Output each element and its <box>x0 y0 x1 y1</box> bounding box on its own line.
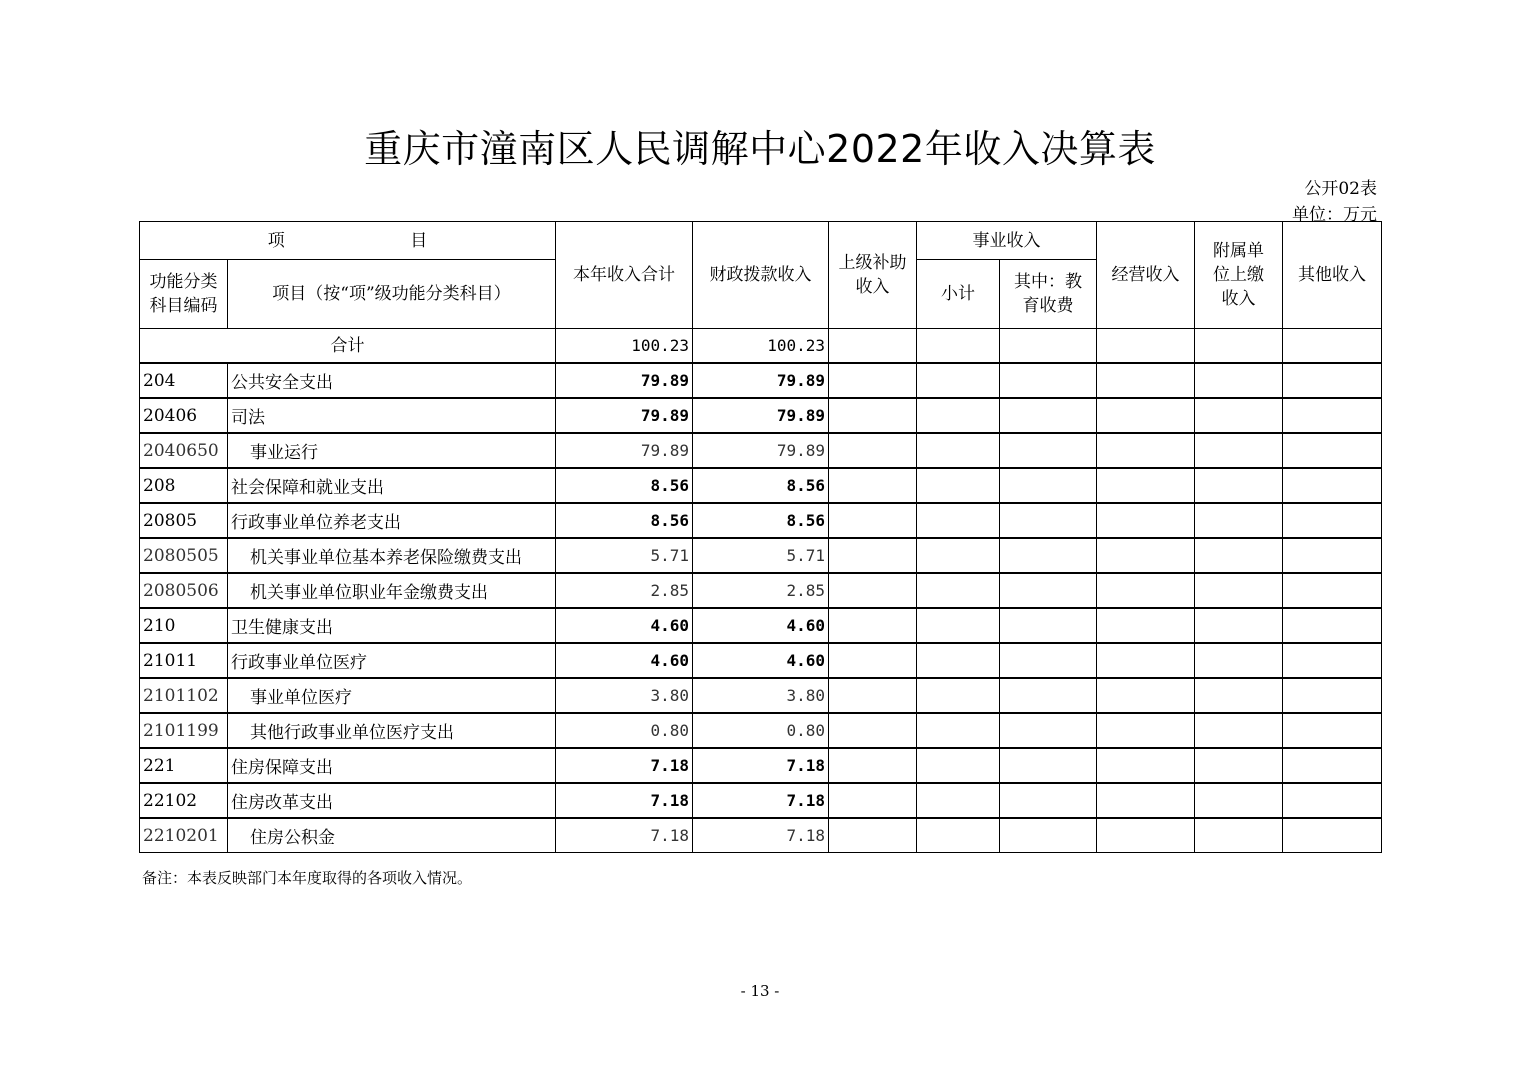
header-item-name: 项目（按“项”级功能分类科目） <box>228 260 556 329</box>
row-name: 机关事业单位基本养老保险缴费支出 <box>228 538 556 573</box>
row-name: 行政事业单位医疗 <box>228 643 556 678</box>
row-fiscal: 7.18 <box>693 818 829 853</box>
empty-cell <box>917 363 1000 398</box>
empty-cell <box>1097 678 1195 713</box>
empty-cell <box>1097 573 1195 608</box>
row-code: 2080506 <box>140 573 228 608</box>
form-code: 公开02表 <box>1304 179 1377 199</box>
empty-cell <box>917 713 1000 748</box>
empty-cell <box>1000 783 1097 818</box>
empty-cell <box>1000 329 1097 364</box>
row-fiscal: 79.89 <box>693 433 829 468</box>
table-row <box>140 643 1382 678</box>
row-name: 司法 <box>228 398 556 433</box>
header-education-fee: 其中：教育收费 <box>1000 260 1097 329</box>
empty-cell <box>829 398 917 433</box>
row-total-income: 79.89 <box>556 398 693 433</box>
row-total-income: 7.18 <box>556 818 693 853</box>
empty-cell <box>1195 608 1283 643</box>
row-code: 20406 <box>140 398 228 433</box>
empty-cell <box>1195 468 1283 503</box>
empty-cell <box>1195 818 1283 853</box>
header-fiscal: 财政拨款收入 <box>693 222 829 329</box>
row-code: 2101199 <box>140 713 228 748</box>
empty-cell <box>829 643 917 678</box>
empty-cell <box>1195 363 1283 398</box>
empty-cell <box>1097 433 1195 468</box>
empty-cell <box>1195 329 1283 364</box>
row-total-income: 8.56 <box>556 503 693 538</box>
empty-cell <box>1097 363 1195 398</box>
header-func-code: 功能分类科目编码 <box>140 260 228 329</box>
empty-cell <box>1283 608 1382 643</box>
table-row <box>140 503 1382 538</box>
total-income-value: 100.23 <box>556 329 693 364</box>
row-total-income: 79.89 <box>556 363 693 398</box>
row-fiscal: 8.56 <box>693 503 829 538</box>
empty-cell <box>1097 468 1195 503</box>
row-code: 208 <box>140 468 228 503</box>
row-total-income: 5.71 <box>556 538 693 573</box>
row-code: 2210201 <box>140 818 228 853</box>
empty-cell <box>1283 818 1382 853</box>
table-row <box>140 783 1382 818</box>
empty-cell <box>1283 329 1382 364</box>
empty-cell <box>1000 573 1097 608</box>
empty-cell <box>1283 398 1382 433</box>
row-fiscal: 8.56 <box>693 468 829 503</box>
row-code: 210 <box>140 608 228 643</box>
empty-cell <box>1195 713 1283 748</box>
empty-cell <box>917 608 1000 643</box>
table-row <box>140 713 1382 748</box>
empty-cell <box>1283 573 1382 608</box>
total-fiscal-value: 100.23 <box>693 329 829 364</box>
row-total-income: 4.60 <box>556 608 693 643</box>
empty-cell <box>917 643 1000 678</box>
empty-cell <box>1000 538 1097 573</box>
total-row <box>140 329 1382 364</box>
empty-cell <box>829 468 917 503</box>
empty-cell <box>917 573 1000 608</box>
empty-cell <box>829 748 917 783</box>
empty-cell <box>829 818 917 853</box>
row-name: 公共安全支出 <box>228 363 556 398</box>
table-row <box>140 573 1382 608</box>
empty-cell <box>917 433 1000 468</box>
empty-cell <box>1283 643 1382 678</box>
empty-cell <box>829 538 917 573</box>
empty-cell <box>1000 363 1097 398</box>
empty-cell <box>1195 678 1283 713</box>
row-fiscal: 4.60 <box>693 608 829 643</box>
income-table <box>139 221 1382 853</box>
row-name: 住房改革支出 <box>228 783 556 818</box>
unit-label: 单位：万元 <box>1292 205 1377 225</box>
empty-cell <box>1000 678 1097 713</box>
header-other: 其他收入 <box>1283 222 1382 329</box>
total-label: 合计 <box>140 329 556 364</box>
empty-cell <box>1195 433 1283 468</box>
header-operating: 经营收入 <box>1097 222 1195 329</box>
empty-cell <box>1097 329 1195 364</box>
header-business-income: 事业收入 <box>917 222 1097 260</box>
empty-cell <box>829 433 917 468</box>
header-subtotal: 小计 <box>917 260 1000 329</box>
empty-cell <box>1195 573 1283 608</box>
row-name: 住房保障支出 <box>228 748 556 783</box>
empty-cell <box>1195 398 1283 433</box>
table-row <box>140 818 1382 853</box>
row-total-income: 7.18 <box>556 783 693 818</box>
empty-cell <box>917 468 1000 503</box>
empty-cell <box>1283 468 1382 503</box>
empty-cell <box>1097 398 1195 433</box>
row-code: 2080505 <box>140 538 228 573</box>
empty-cell <box>1000 433 1097 468</box>
empty-cell <box>917 503 1000 538</box>
empty-cell <box>1000 818 1097 853</box>
row-fiscal: 79.89 <box>693 398 829 433</box>
empty-cell <box>1000 503 1097 538</box>
page-number: - 13 - <box>740 982 780 1000</box>
header-affiliated: 附属单位上缴收入 <box>1195 222 1283 329</box>
row-name: 事业运行 <box>228 433 556 468</box>
row-fiscal: 5.71 <box>693 538 829 573</box>
row-code: 22102 <box>140 783 228 818</box>
row-fiscal: 4.60 <box>693 643 829 678</box>
empty-cell <box>1195 538 1283 573</box>
empty-cell <box>829 678 917 713</box>
empty-cell <box>829 713 917 748</box>
empty-cell <box>1000 713 1097 748</box>
table-row <box>140 433 1382 468</box>
empty-cell <box>1195 643 1283 678</box>
empty-cell <box>1097 748 1195 783</box>
footnote: 备注：本表反映部门本年度取得的各项收入情况。 <box>142 869 473 887</box>
empty-cell <box>1000 643 1097 678</box>
row-name: 事业单位医疗 <box>228 678 556 713</box>
table-row <box>140 538 1382 573</box>
empty-cell <box>917 398 1000 433</box>
empty-cell <box>1283 363 1382 398</box>
empty-cell <box>1097 503 1195 538</box>
empty-cell <box>1097 783 1195 818</box>
row-code: 20805 <box>140 503 228 538</box>
empty-cell <box>917 538 1000 573</box>
empty-cell <box>829 573 917 608</box>
empty-cell <box>1283 678 1382 713</box>
row-code: 2040650 <box>140 433 228 468</box>
row-total-income: 7.18 <box>556 748 693 783</box>
empty-cell <box>1000 608 1097 643</box>
empty-cell <box>1097 818 1195 853</box>
row-fiscal: 7.18 <box>693 783 829 818</box>
empty-cell <box>829 503 917 538</box>
row-fiscal: 79.89 <box>693 363 829 398</box>
empty-cell <box>917 329 1000 364</box>
empty-cell <box>917 818 1000 853</box>
row-name: 机关事业单位职业年金缴费支出 <box>228 573 556 608</box>
row-code: 204 <box>140 363 228 398</box>
empty-cell <box>1283 783 1382 818</box>
row-name: 社会保障和就业支出 <box>228 468 556 503</box>
row-name: 行政事业单位养老支出 <box>228 503 556 538</box>
row-total-income: 4.60 <box>556 643 693 678</box>
empty-cell <box>1283 538 1382 573</box>
empty-cell <box>1097 538 1195 573</box>
row-fiscal: 7.18 <box>693 748 829 783</box>
empty-cell <box>1283 503 1382 538</box>
empty-cell <box>917 748 1000 783</box>
table-row <box>140 678 1382 713</box>
row-fiscal: 2.85 <box>693 573 829 608</box>
table-row <box>140 748 1382 783</box>
empty-cell <box>829 363 917 398</box>
row-total-income: 2.85 <box>556 573 693 608</box>
empty-cell <box>1097 608 1195 643</box>
row-name: 其他行政事业单位医疗支出 <box>228 713 556 748</box>
row-code: 2101102 <box>140 678 228 713</box>
empty-cell <box>1283 748 1382 783</box>
header-total-income: 本年收入合计 <box>556 222 693 329</box>
empty-cell <box>829 783 917 818</box>
table-row <box>140 468 1382 503</box>
table-body <box>140 329 1382 853</box>
page-title: 重庆市潼南区人民调解中心2022年收入决算表 <box>364 127 1156 171</box>
empty-cell <box>829 329 917 364</box>
row-code: 21011 <box>140 643 228 678</box>
table-row <box>140 363 1382 398</box>
empty-cell <box>1097 713 1195 748</box>
header-item-group: 项 目 <box>140 222 556 260</box>
empty-cell <box>1195 503 1283 538</box>
table-row <box>140 608 1382 643</box>
row-total-income: 79.89 <box>556 433 693 468</box>
empty-cell <box>1283 713 1382 748</box>
empty-cell <box>1195 783 1283 818</box>
row-total-income: 8.56 <box>556 468 693 503</box>
empty-cell <box>1000 398 1097 433</box>
empty-cell <box>1000 468 1097 503</box>
row-name: 住房公积金 <box>228 818 556 853</box>
empty-cell <box>829 608 917 643</box>
row-total-income: 0.80 <box>556 713 693 748</box>
table-row <box>140 398 1382 433</box>
row-fiscal: 3.80 <box>693 678 829 713</box>
header-superior-subsidy: 上级补助收入 <box>829 222 917 329</box>
row-name: 卫生健康支出 <box>228 608 556 643</box>
empty-cell <box>917 678 1000 713</box>
empty-cell <box>1000 748 1097 783</box>
row-fiscal: 0.80 <box>693 713 829 748</box>
row-total-income: 3.80 <box>556 678 693 713</box>
empty-cell <box>1097 643 1195 678</box>
row-code: 221 <box>140 748 228 783</box>
empty-cell <box>1283 433 1382 468</box>
empty-cell <box>1195 748 1283 783</box>
empty-cell <box>917 783 1000 818</box>
